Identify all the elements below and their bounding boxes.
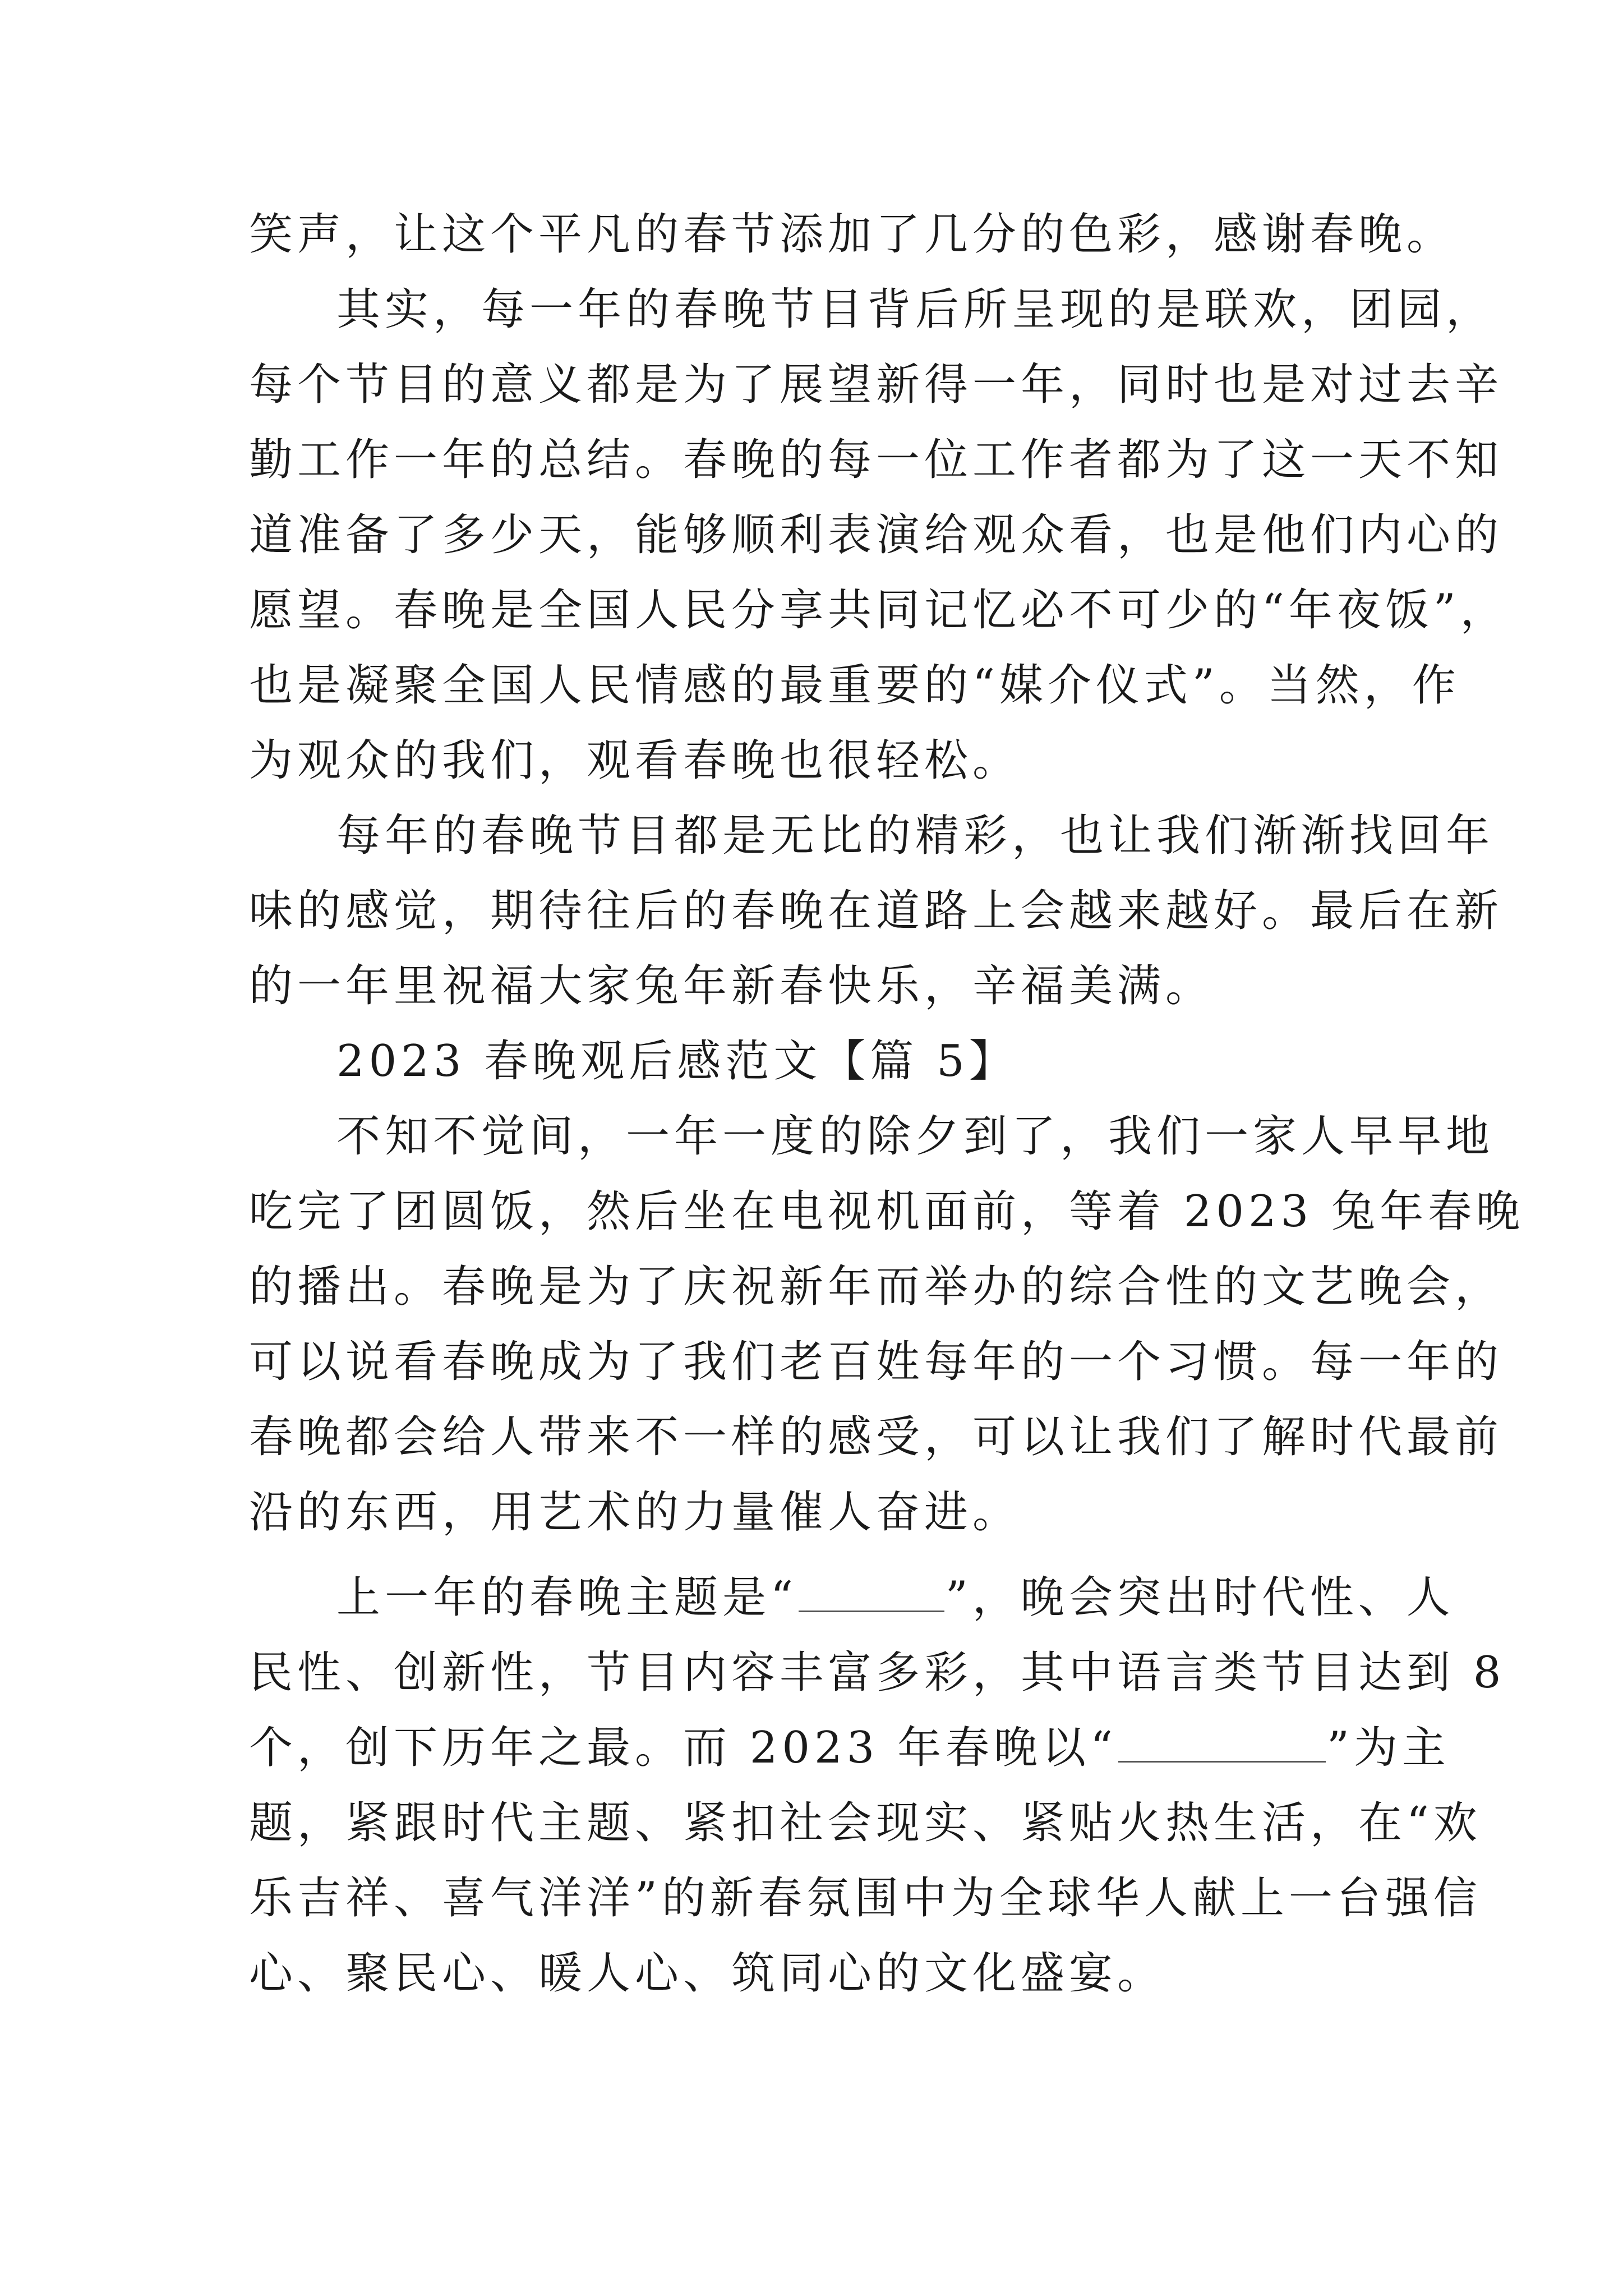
text-line: 勤工作一年的总结。春晚的每一位工作者都为了这一天不知 [249,435,1504,485]
paragraph-start-line: 每年的春晚节目都是无比的精彩，也让我们渐渐找回年 [336,811,1495,861]
text-segment: ”为主 [1326,1723,1450,1773]
text-line: 沿的东西，用艺术的力量催人奋进。 [249,1487,1021,1538]
text-segment: ”，晚会突出时代性、人 [945,1572,1455,1623]
text-line: 题，紧跟时代主题、紧扣社会现实、紧贴火热生活，在“欢 [249,1798,1482,1848]
fill-in-blank [799,1576,944,1612]
paragraph-start-line: 其实，每一年的春晚节目背后所呈现的是联欢，团园， [336,284,1495,335]
text-line: 笑声，让这个平凡的春节添加了几分的色彩，感谢春晚。 [249,209,1455,260]
section-heading: 2023 春晚观后感范文【篇 5】 [336,1036,1017,1087]
text-line: 可以说看春晚成为了我们老百姓每年的一个习惯。每一年的 [249,1337,1504,1387]
fill-in-blank [1118,1726,1326,1763]
text-line: 每个节目的意义都是为了展望新得一年，同时也是对过去辛 [249,360,1504,410]
text-line: 的播出。春晚是为了庆祝新年而举办的综合性的文艺晚会， [249,1262,1504,1312]
text-segment: 个，创下历年之最。而 2023 年春晚以“ [249,1723,1117,1773]
text-line: 为观众的我们，观看春晚也很轻松。 [249,735,1021,786]
text-line: 乐吉祥、喜气洋洋”的新春氛围中为全球华人献上一台强信 [249,1873,1482,1924]
paragraph-start-line: 不知不觉间，一年一度的除夕到了，我们一家人早早地 [336,1111,1495,1162]
text-line: 的一年里祝福大家兔年新春快乐，辛福美满。 [249,961,1214,1011]
text-line: 愿望。春晚是全国人民分享共同记忆必不可少的“年夜饭”， [249,585,1509,636]
text-line: 味的感觉，期待往后的春晚在道路上会越来越好。最后在新 [249,886,1504,936]
text-line [249,1721,1450,1775]
text-line: 心、聚民心、暖人心、筑同心的文化盛宴。 [249,1948,1166,1999]
paragraph-start-line [336,1571,1481,1625]
text-line: 也是凝聚全国人民情感的最重要的“媒介仪式”。当然，作 [249,660,1460,711]
text-segment: 上一年的春晚主题是“ [336,1572,797,1623]
text-line: 春晚都会给人带来不一样的感受，可以让我们了解时代最前 [249,1412,1504,1462]
text-line: 道准备了多少天，能够顺利表演给观众看，也是他们内心的 [249,510,1504,560]
text-line: 吃完了团圆饭，然后坐在电视机面前，等着 2023 兔年春晚 [249,1186,1525,1237]
text-line: 民性、创新性，节目内容丰富多彩，其中语言类节目达到 8 [249,1648,1506,1698]
